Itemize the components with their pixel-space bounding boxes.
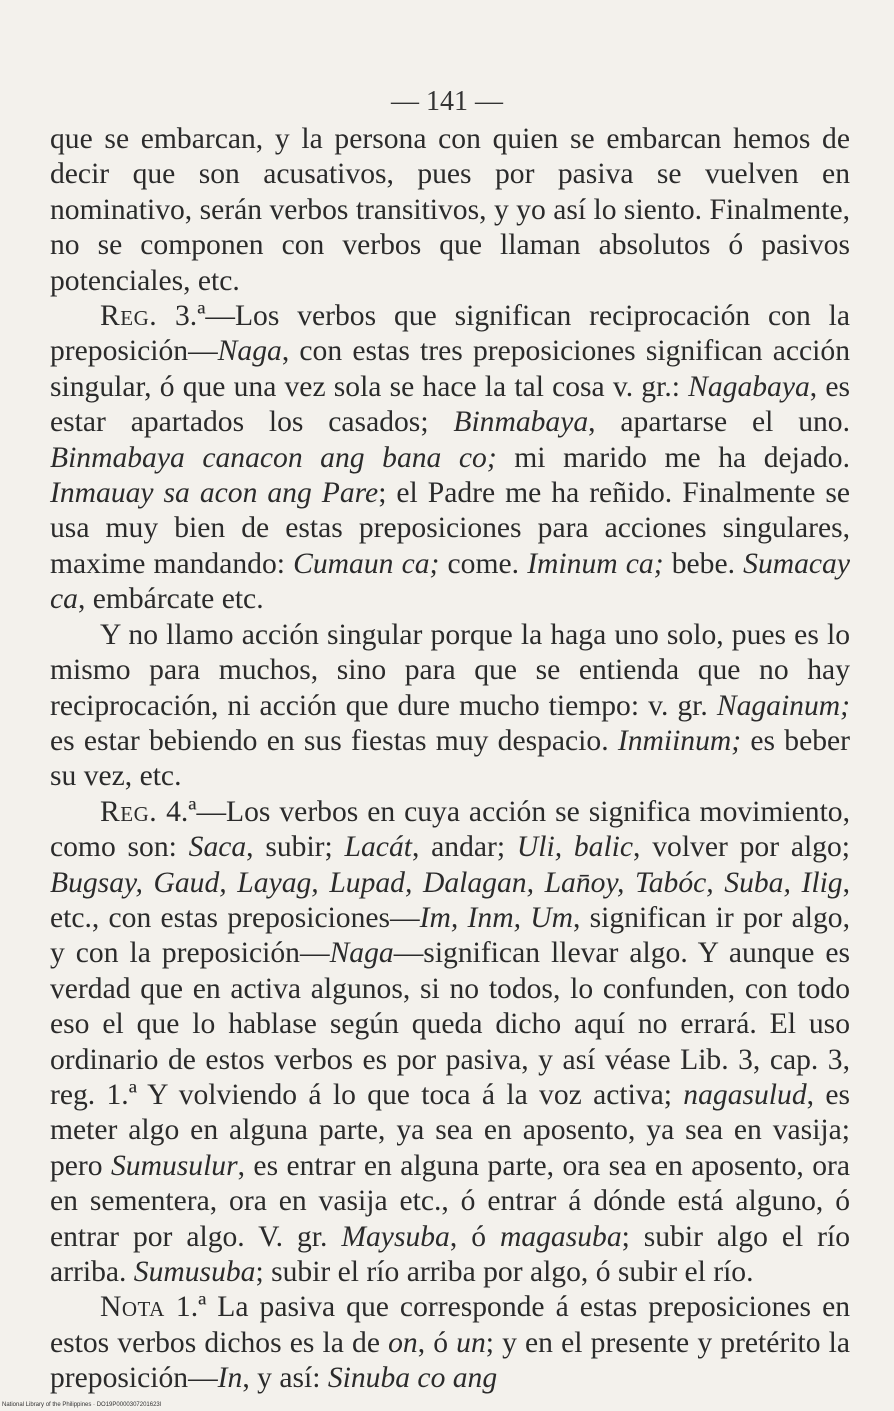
text-run: , ó — [417, 1326, 457, 1359]
text-run: , etc., con estas preposiciones— — [50, 866, 850, 934]
italic-term: Uli, balic — [516, 831, 634, 864]
footer-note: National Library of the Philippines · DO19P0000307201623l — [2, 1402, 162, 1408]
text-run: ; subir algo el río arriba. — [50, 1220, 850, 1288]
body-text — [50, 122, 850, 1397]
italic-term: Sumusuba — [133, 1256, 256, 1288]
text-run: , ó — [449, 1220, 500, 1253]
italic-term: Sumacay ca — [50, 547, 850, 616]
paragraph — [50, 618, 850, 795]
italic-term: Binmabaya canacon ang bana co; — [50, 441, 497, 474]
text-run: , apartarse el uno. — [588, 406, 850, 439]
italic-term: Maysuba — [341, 1220, 450, 1253]
text-run: que se embarcan, y la persona con quien se embarcan hemos de decir que son acusativos, pues por pasiva se vuelven en nominativo, serán verbos transitivos, y yo así lo siento. Finalmente, no se componen con verbos que llaman absolutos ó pasivos potenciales, etc. — [50, 123, 850, 297]
text-run: 4.ª—Los verbos en cuya acción se significa movimiento, como son: — [50, 795, 850, 864]
italic-term: Lacát — [344, 831, 412, 864]
italic-term: Saca — [188, 831, 247, 864]
page-number: — 141 — — [391, 86, 503, 117]
text-run: come. — [439, 547, 528, 580]
italic-term: Binmabaya — [453, 406, 589, 439]
text-run: 1.ª La pasiva que corresponde á estas preposiciones en estos verbos dichos es la de — [50, 1291, 850, 1359]
text-run: ; subir el río arriba por algo, ó subir el río. — [255, 1256, 754, 1288]
paragraph — [50, 1290, 850, 1396]
text-run: , es estar apartados los casados; — [50, 370, 851, 439]
text-run: , es entrar en alguna parte, ora sea en aposento, ora en sementera, ora en vasija etc., ó entrar á dónde está alguno, ó entrar por algo. V. gr. — [50, 1149, 851, 1253]
italic-term: Sumusulur — [111, 1149, 238, 1182]
text-run: es beber su vez, etc. — [50, 724, 850, 793]
text-run: , es meter algo en alguna parte, ya sea en aposento, ya sea en vasija; pero — [50, 1078, 851, 1182]
paragraph — [50, 795, 850, 1291]
italic-term: Naga — [329, 937, 394, 970]
italic-term: Cumaun ca; — [293, 547, 440, 580]
italic-term: Nagainum; — [716, 689, 850, 722]
text-run: , y así: — [242, 1362, 328, 1395]
text-run: , con estas tres preposiciones significan acción singular, ó que una vez sola se hace la tal cosa v. gr.: — [50, 335, 850, 403]
text-run: , significan ir por algo, y con la preposición— — [50, 901, 851, 970]
text-run: es estar bebiendo en sus fiestas muy despacio. — [50, 724, 618, 757]
text-run: Y no llamo acción singular porque la haga uno solo, pues es lo mismo para muchos, sino para que se entienda que no hay reciprocación, ni acción que dure mucho tiempo: v. gr. — [50, 618, 850, 722]
text-run: ; y en el presente y pretérito la preposición— — [50, 1326, 850, 1395]
italic-term: un — [456, 1326, 486, 1359]
italic-term: In — [217, 1362, 243, 1395]
italic-term: Inmiinum; — [617, 724, 742, 757]
text-run: , subir; — [246, 831, 345, 864]
text-run: mi marido me ha dejado. — [496, 441, 850, 474]
italic-term: Bugsay, Gaud, Layag, Lupad, Dalagan, Lan̄oy, Tabóc, Suba, Ilig — [50, 866, 843, 899]
italic-term: nagasulud — [683, 1078, 807, 1111]
italic-term: Im, Inm, Um — [419, 901, 573, 934]
text-run: , embárcate etc. — [77, 583, 264, 616]
rule-label: Reg. — [100, 795, 158, 828]
text-run: , volver por algo; — [633, 831, 850, 864]
italic-term: magasuba — [499, 1220, 622, 1253]
paragraph — [50, 299, 850, 618]
italic-term: Naga — [217, 335, 282, 368]
text-run: ; el Padre me ha reñido. Finalmente se usa muy bien de estas preposiciones para acciones singulares, maxime mandando: — [50, 477, 850, 580]
italic-term: Iminum ca; — [527, 547, 664, 580]
text-run: —significan llevar algo. Y aunque es verdad que en activa algunos, si no todos, lo confunden, con todo eso el que lo hablase según queda dicho aquí no errará. El uso ordinario de estos verbos es por pasiva, y así véase Lib. 3, cap. 3, reg. 1.ª Y volviendo á lo que toca á la voz activa; — [50, 937, 850, 1111]
text-run: bebe. — [663, 547, 744, 580]
italic-term: Nagabaya — [688, 370, 810, 403]
text-run: 3.ª—Los verbos que significan reciprocación con la preposición— — [50, 300, 850, 368]
italic-term: Sinuba co ang — [327, 1362, 498, 1395]
italic-term: Inmauay sa acon ang Pare — [50, 477, 379, 510]
paragraph — [50, 122, 850, 299]
rule-label: Reg. — [100, 300, 158, 333]
italic-term: on — [388, 1326, 418, 1359]
text-run: , andar; — [411, 831, 517, 864]
rule-label: Nota — [100, 1291, 165, 1324]
